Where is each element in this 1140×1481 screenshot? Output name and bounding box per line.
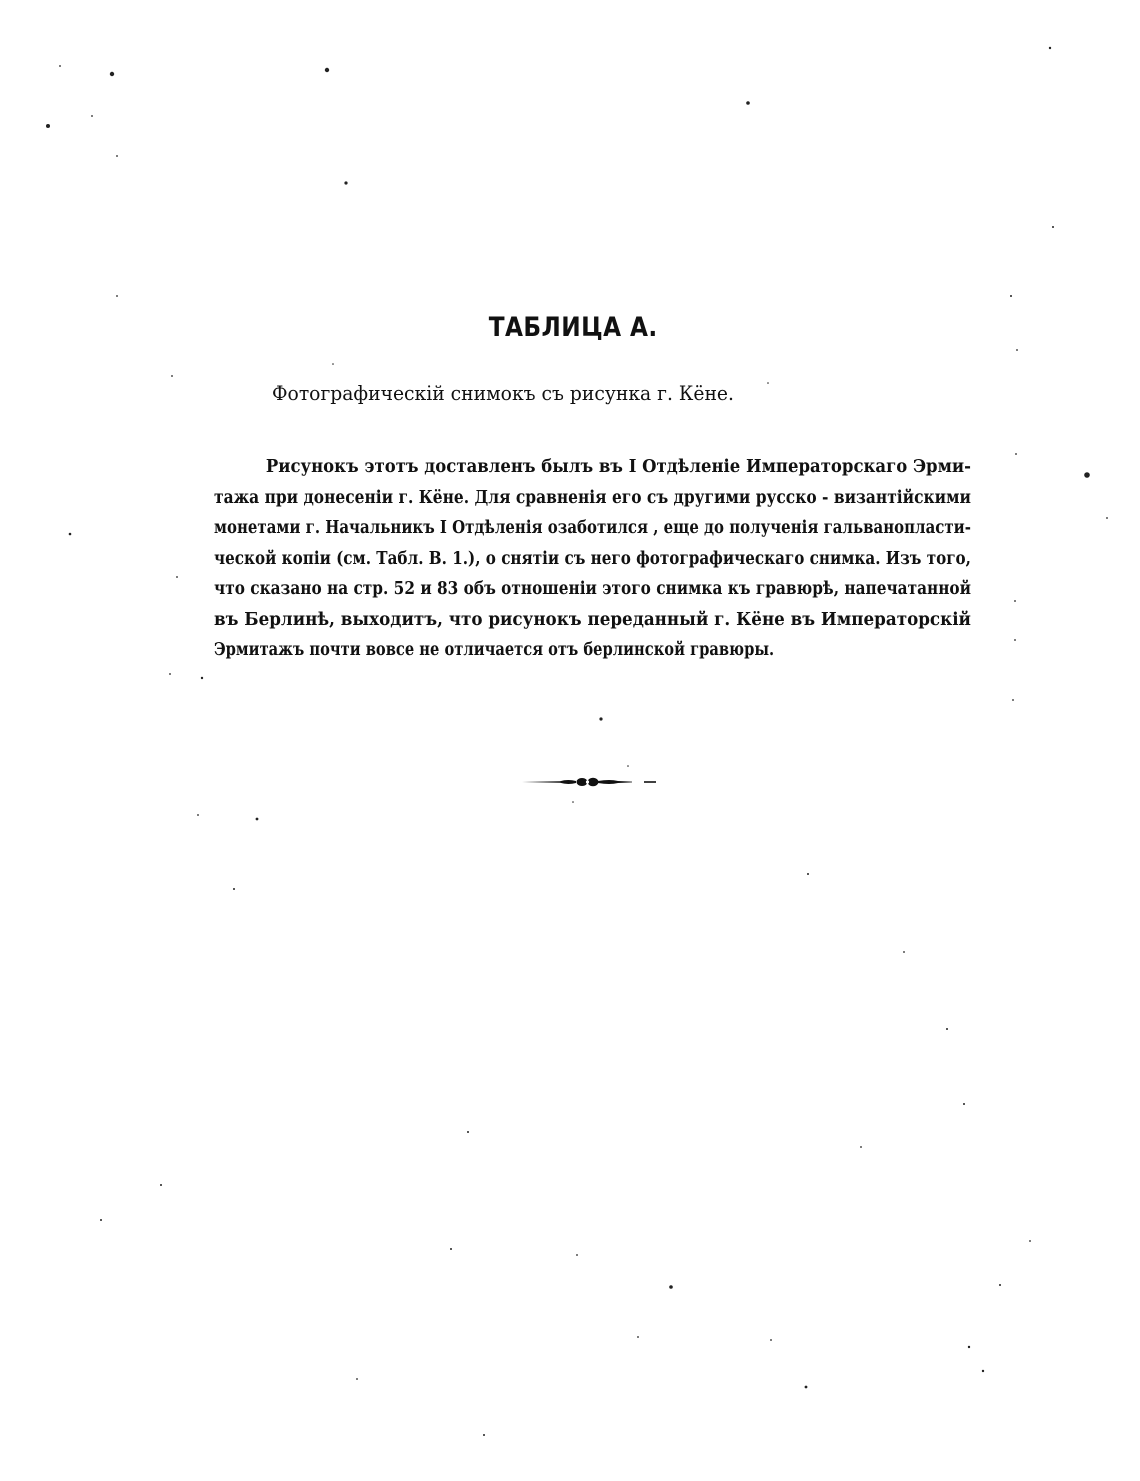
paragraph-line: что сказано на стр. 52 и 83 объ отношеніи этого снимка къ гравюрѣ, напечатанной bbox=[214, 579, 971, 599]
page-title: ТАБЛИЦА А. bbox=[488, 312, 658, 343]
paragraph-line: ческой копіи (см. Табл. В. 1.), о снятіи съ него фотографическаго снимка. Изъ того, bbox=[214, 548, 971, 569]
paragraph-line: монетами г. Начальникъ I Отдѣленія озаботился , еще до полученія гальванопласти- bbox=[214, 518, 971, 538]
paragraph-line: въ Берлинѣ, выходитъ, что рисунокъ переданный г. Кёне въ Императорскій bbox=[214, 609, 971, 630]
page-subtitle: Фотографическій снимокъ съ рисунка г. Кёне. bbox=[272, 381, 734, 405]
paragraph-line: тажа при донесеніи г. Кёне. Для сравненія его съ другими русско - византійскими bbox=[214, 487, 971, 508]
body-paragraph bbox=[214, 452, 971, 666]
paragraph-line-last: Эрмитажъ почти вовсе не отличается отъ берлинской гравюры. bbox=[214, 640, 775, 660]
decorative-rule-ornament-icon bbox=[520, 770, 660, 794]
paragraph-line: Рисунокъ этотъ доставленъ былъ въ I Отдѣленіе Императорскаго Эрми- bbox=[265, 457, 971, 477]
